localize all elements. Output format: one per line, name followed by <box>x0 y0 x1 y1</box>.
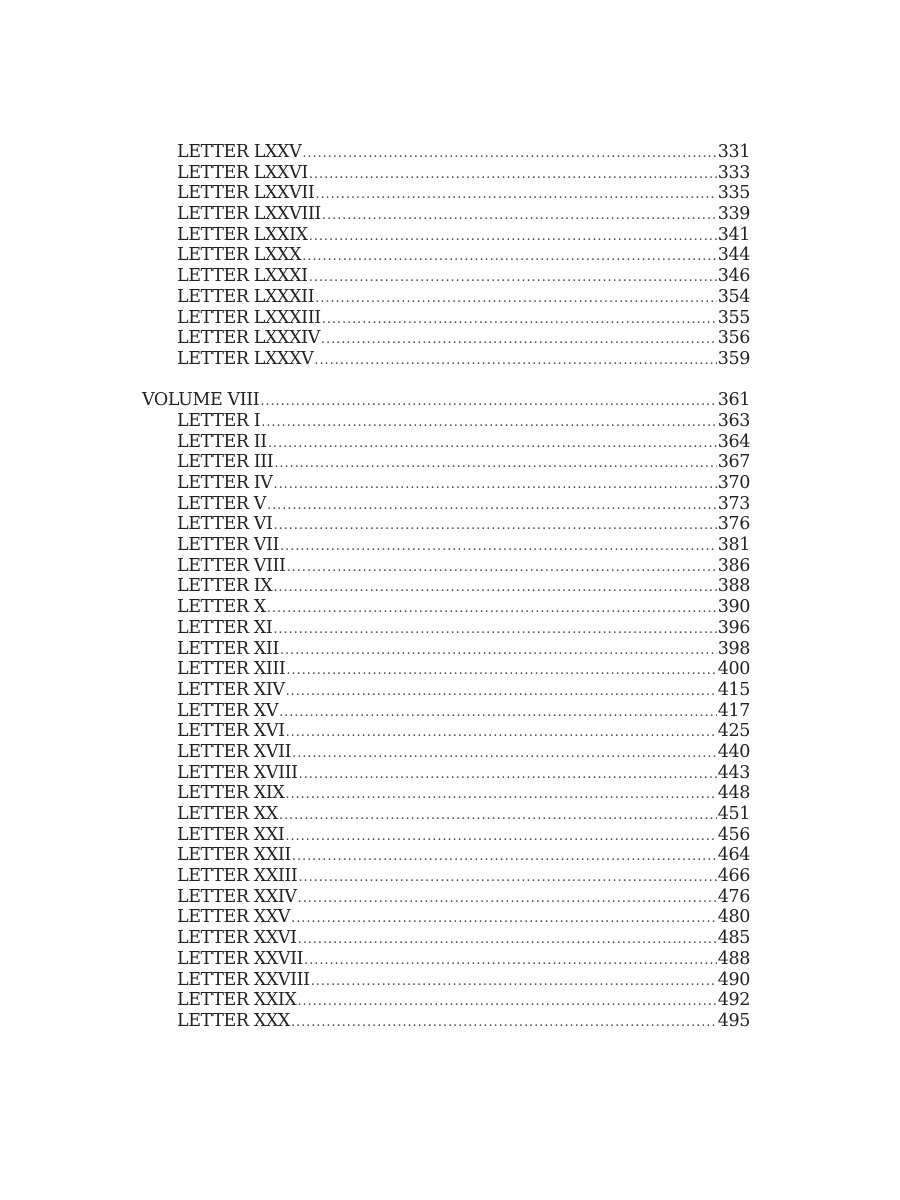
dot-leader <box>279 806 717 827</box>
dot-leader <box>260 392 716 413</box>
dot-leader <box>304 951 717 972</box>
toc-entry-page-number: 400 <box>717 659 750 680</box>
dot-leader <box>280 641 717 662</box>
toc-entry[interactable] <box>142 432 750 453</box>
toc-entry[interactable] <box>142 804 750 825</box>
dot-leader <box>292 744 717 765</box>
toc-section-volume-vii-continued <box>142 142 750 370</box>
toc-entry[interactable] <box>142 618 750 639</box>
toc-entry[interactable] <box>142 907 750 928</box>
volume-page-number: 361 <box>717 390 750 411</box>
toc-entry-page-number: 440 <box>717 741 750 762</box>
dot-leader <box>321 330 717 351</box>
toc-entry[interactable] <box>142 535 750 556</box>
toc-entry[interactable] <box>142 866 750 887</box>
toc-entry[interactable] <box>142 597 750 618</box>
dot-leader <box>322 310 717 331</box>
toc-entry[interactable] <box>142 308 750 329</box>
toc-entry-page-number: 344 <box>717 245 750 266</box>
toc-entry[interactable] <box>142 328 750 349</box>
dot-leader <box>291 909 717 930</box>
dot-leader <box>274 516 717 537</box>
toc-entry-page-number: 490 <box>717 969 750 990</box>
toc-entry-page-number: 464 <box>717 845 750 866</box>
toc-entry-title: LETTER LXXXII <box>177 286 315 307</box>
toc-entry-title: LETTER XII <box>177 638 279 659</box>
toc-entry-title: LETTER LXXXV <box>177 348 314 369</box>
volume-title: VOLUME VIII <box>142 390 260 411</box>
toc-entry[interactable] <box>142 287 750 308</box>
toc-volume-heading[interactable] <box>142 390 750 411</box>
toc-entry[interactable] <box>142 163 750 184</box>
toc-entry[interactable] <box>142 204 750 225</box>
dot-leader <box>261 413 717 434</box>
toc-entry-page-number: 367 <box>717 452 750 473</box>
toc-entry-page-number: 339 <box>717 204 750 225</box>
toc-entry-title: LETTER LXXIX <box>177 224 308 245</box>
toc-entry[interactable] <box>142 783 750 804</box>
toc-entry-page-number: 376 <box>717 514 750 535</box>
toc-entry-title: LETTER XI <box>177 617 273 638</box>
toc-entry-title: LETTER XXII <box>177 845 291 866</box>
toc-entry-title: LETTER VI <box>177 514 273 535</box>
dot-leader <box>298 930 717 951</box>
toc-entry[interactable] <box>142 742 750 763</box>
toc-entry-page-number: 341 <box>717 224 750 245</box>
toc-entry-page-number: 355 <box>717 307 750 328</box>
toc-entry[interactable] <box>142 576 750 597</box>
toc-entry-title: LETTER XXIII <box>177 866 298 887</box>
toc-entry[interactable] <box>142 1011 750 1032</box>
toc-entry-page-number: 346 <box>717 266 750 287</box>
toc-entry-page-number: 495 <box>717 1010 750 1031</box>
toc-entry-page-number: 398 <box>717 638 750 659</box>
dot-leader <box>311 972 717 993</box>
dot-leader <box>298 868 716 889</box>
dot-leader <box>274 454 716 475</box>
dot-leader <box>273 578 716 599</box>
toc-entry-title: LETTER LXXV <box>177 142 302 162</box>
toc-entry-title: LETTER XXVI <box>177 928 297 949</box>
toc-entry[interactable] <box>142 556 750 577</box>
toc-entry[interactable] <box>142 494 750 515</box>
dot-leader <box>322 206 717 227</box>
toc-entry-page-number: 373 <box>717 493 750 514</box>
toc-entry-title: LETTER X <box>177 597 266 618</box>
toc-entry-page-number: 390 <box>717 597 750 618</box>
toc-entry-title: LETTER XXX <box>177 1010 290 1031</box>
toc-entry-title: LETTER XIX <box>177 783 285 804</box>
dot-leader <box>280 537 717 558</box>
toc-entry[interactable] <box>142 411 750 432</box>
toc-entry[interactable] <box>142 680 750 701</box>
dot-leader <box>274 475 717 496</box>
toc-entry-title: LETTER XXVII <box>177 948 304 969</box>
toc-entry-title: LETTER XXVIII <box>177 969 310 990</box>
toc-entry-title: LETTER XIV <box>177 679 285 700</box>
dot-leader <box>285 785 716 806</box>
dot-leader <box>302 144 716 165</box>
toc-entry-page-number: 386 <box>717 555 750 576</box>
toc-entry-page-number: 476 <box>717 886 750 907</box>
toc-entry[interactable] <box>142 970 750 991</box>
toc-entry-title: LETTER XXI <box>177 824 285 845</box>
toc-entry-title: LETTER XV <box>177 700 279 721</box>
toc-entry-page-number: 354 <box>717 286 750 307</box>
dot-leader <box>291 1013 717 1034</box>
toc-entry-title: LETTER LXXXIV <box>177 328 320 349</box>
toc-entry-page-number: 492 <box>717 990 750 1011</box>
dot-leader <box>299 765 717 786</box>
toc-entry-page-number: 370 <box>717 473 750 493</box>
toc-entry-title: LETTER IX <box>177 576 273 597</box>
toc-entry-title: LETTER LXXX <box>177 245 302 266</box>
toc-entry-page-number: 415 <box>717 679 750 700</box>
toc-entry-title: LETTER XVII <box>177 741 292 762</box>
toc-entry-page-number: 333 <box>717 162 750 183</box>
toc-entry[interactable] <box>142 225 750 246</box>
toc-entry[interactable] <box>142 183 750 204</box>
toc-entry-title: LETTER XVIII <box>177 762 298 783</box>
dot-leader <box>273 620 716 641</box>
toc-entry[interactable] <box>142 928 750 949</box>
dot-leader <box>285 827 716 848</box>
toc-entry-page-number: 451 <box>717 804 750 824</box>
toc-entry[interactable] <box>142 887 750 908</box>
dot-leader <box>309 165 717 186</box>
toc-entry-page-number: 335 <box>717 183 750 204</box>
dot-leader <box>286 723 717 744</box>
toc-entry[interactable] <box>142 349 750 370</box>
dot-leader <box>298 889 717 910</box>
toc-entry-title: LETTER VII <box>177 535 280 556</box>
toc-entry-title: LETTER XXIV <box>177 886 297 907</box>
toc-entry-page-number: 466 <box>717 866 750 887</box>
toc-entry[interactable] <box>142 245 750 266</box>
toc-entry-title: LETTER XXIX <box>177 990 297 1011</box>
toc-section-volume-viii <box>142 411 750 1032</box>
toc-entry-title: LETTER LXXXI <box>177 266 308 287</box>
dot-leader <box>279 703 717 724</box>
dot-leader <box>267 599 717 620</box>
toc-entry-page-number: 485 <box>717 928 750 949</box>
toc-entry[interactable] <box>142 701 750 722</box>
toc-entry-title: LETTER VIII <box>177 555 286 576</box>
toc-entry-title: LETTER V <box>177 493 267 514</box>
toc-entry-page-number: 425 <box>717 721 750 742</box>
toc-entry-page-number: 417 <box>717 700 750 721</box>
dot-leader <box>286 661 716 682</box>
toc-entry[interactable] <box>142 949 750 970</box>
toc-entry-title: LETTER LXXVIII <box>177 204 321 225</box>
dot-leader <box>267 496 717 517</box>
dot-leader <box>302 247 717 268</box>
toc-entry-title: LETTER II <box>177 431 267 452</box>
toc-entry-title: LETTER IV <box>177 473 273 493</box>
toc-entry-title: LETTER LXXVI <box>177 162 308 183</box>
dot-leader <box>286 682 717 703</box>
toc-entry-title: LETTER XX <box>177 804 278 824</box>
dot-leader <box>315 289 717 310</box>
toc-entry-page-number: 331 <box>717 142 750 162</box>
toc-entry-title: LETTER LXXXIII <box>177 307 321 328</box>
toc-entry-title: LETTER I <box>177 410 261 431</box>
toc-entry[interactable] <box>142 825 750 846</box>
dot-leader <box>297 992 716 1013</box>
toc-entry[interactable] <box>142 659 750 680</box>
toc-entry-title: LETTER LXXVII <box>177 183 315 204</box>
section-gap <box>142 370 750 391</box>
toc-entry-page-number: 456 <box>717 824 750 845</box>
toc-entry-page-number: 363 <box>717 410 750 431</box>
toc-entry-page-number: 480 <box>717 907 750 928</box>
dot-leader <box>315 185 716 206</box>
toc-entry-page-number: 448 <box>717 783 750 804</box>
toc-entry-title: LETTER XVI <box>177 721 285 742</box>
toc-entry[interactable] <box>142 473 750 494</box>
toc-entry-page-number: 359 <box>717 348 750 369</box>
toc-entry[interactable] <box>142 721 750 742</box>
toc-entry-page-number: 388 <box>717 576 750 597</box>
toc-entry[interactable] <box>142 142 750 163</box>
toc-entry[interactable] <box>142 452 750 473</box>
toc-entry-page-number: 356 <box>717 328 750 349</box>
dot-leader <box>292 847 717 868</box>
toc-entry[interactable] <box>142 763 750 784</box>
toc-entry[interactable] <box>142 639 750 660</box>
toc-entry-title: LETTER III <box>177 452 274 473</box>
toc-entry-page-number: 488 <box>717 948 750 969</box>
table-of-contents <box>142 142 750 1032</box>
toc-entry-page-number: 381 <box>717 535 750 556</box>
dot-leader <box>309 268 717 289</box>
dot-leader <box>314 351 716 372</box>
dot-leader <box>287 558 717 579</box>
toc-entry[interactable] <box>142 990 750 1011</box>
toc-entry-page-number: 443 <box>717 762 750 783</box>
toc-entry[interactable] <box>142 514 750 535</box>
toc-entry[interactable] <box>142 266 750 287</box>
toc-entry-title: LETTER XIII <box>177 659 286 680</box>
dot-leader <box>309 227 717 248</box>
toc-entry-title: LETTER XXV <box>177 907 291 928</box>
toc-entry-page-number: 364 <box>717 431 750 452</box>
toc-entry-page-number: 396 <box>717 617 750 638</box>
toc-entry[interactable] <box>142 845 750 866</box>
dot-leader <box>268 434 717 455</box>
